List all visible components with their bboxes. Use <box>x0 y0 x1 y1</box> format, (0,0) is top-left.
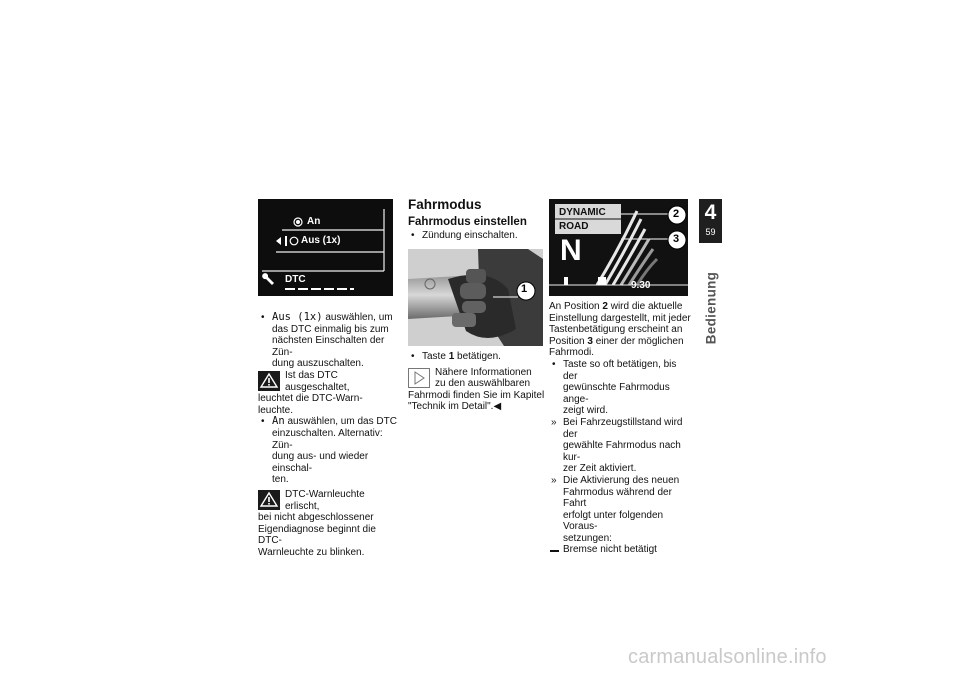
middle-column <box>408 197 548 242</box>
position-description: An Position 2 wird die aktuelle Einstellung dargestellt, mit jeder Tastenbetätigung erscheint an Position 3 einer der möglichen Fahrmodi. <box>549 301 691 359</box>
figure-callout-2: 2 <box>673 208 680 220</box>
dtc-display-graphics <box>258 199 393 296</box>
chapter-side-label: Bedienung <box>703 271 719 345</box>
left-column <box>258 312 398 558</box>
display-value: 9.30 <box>631 280 651 291</box>
info-play-icon <box>408 368 430 388</box>
dtc-menu-label: DTC <box>285 274 306 285</box>
middle-column-lower <box>408 351 548 413</box>
dtc-option-on: An <box>307 216 321 227</box>
handlebar-switch-image <box>408 249 543 346</box>
mode-label-road: ROAD <box>559 221 589 232</box>
code-an: An <box>272 415 285 428</box>
section-subheading: Fahrmodus einstellen <box>408 216 527 228</box>
page-number: 59 <box>705 227 716 237</box>
code-aus: Aus (1x) <box>272 311 323 323</box>
figure-callout-3: 3 <box>673 233 680 245</box>
warning-light-icon <box>258 371 280 391</box>
dtc-display-image <box>258 199 393 296</box>
note-dtc-warning: DTC-Warnleuchte erlischt, bei nicht abgeschlossener Eigendiagnose beginnt die DTC- Warnleuchte zu blinken. <box>258 488 376 558</box>
step-press-repeatedly: • Taste so oft betätigen, bis der gewünschte Fahrmodus ange- zeigt wird. <box>549 359 691 417</box>
mode-display-image <box>549 199 688 296</box>
chapter-tab <box>699 199 722 243</box>
mode-label-dynamic: DYNAMIC <box>559 207 606 218</box>
step-press-button: • Taste 1 betätigen. <box>408 351 548 363</box>
dtc-option-off: Aus (1x) <box>301 235 341 246</box>
section-heading: Fahrmodus <box>408 197 482 212</box>
condition-brake: Bremse nicht betätigt <box>549 544 691 556</box>
result-standstill: » Bei Fahrzeugstillstand wird der gewählte Fahrmodus nach kur- zer Zeit aktiviert. <box>549 417 691 475</box>
watermark: carmanualsonline.info <box>628 646 827 668</box>
instruction-an: • An auswählen, um das DTC einzuschalten. Alternativ: Zün- dung aus- und wieder einschal- ten. <box>258 416 398 486</box>
step-ignition: • Zündung einschalten. <box>408 230 548 242</box>
warning-light-icon <box>258 490 280 510</box>
right-column <box>549 301 691 556</box>
info-note: Nähere Informationen zu den auswählbaren Fahrmodi finden Sie im Kapitel "Technik im Detail".◀ <box>408 366 545 413</box>
result-while-riding: » Die Aktivierung des neuen Fahrmodus während der Fahrt erfolgt unter folgenden Voraus- setzungen: <box>549 475 691 545</box>
instruction-aus: • Aus (1x) auswählen, um das DTC einmalig bis zum nächsten Einschalten der Zün- dung auszuschalten. <box>258 312 398 370</box>
note-dtc-off: Ist das DTC ausgeschaltet, leuchtet die DTC-Warn- leuchte. <box>258 369 363 416</box>
end-mark-icon: ◀ <box>493 401 502 413</box>
figure-callout-1: 1 <box>521 283 528 295</box>
gear-indicator: N <box>560 234 582 267</box>
chapter-number: 4 <box>704 201 717 224</box>
handlebar-graphics <box>408 249 543 346</box>
